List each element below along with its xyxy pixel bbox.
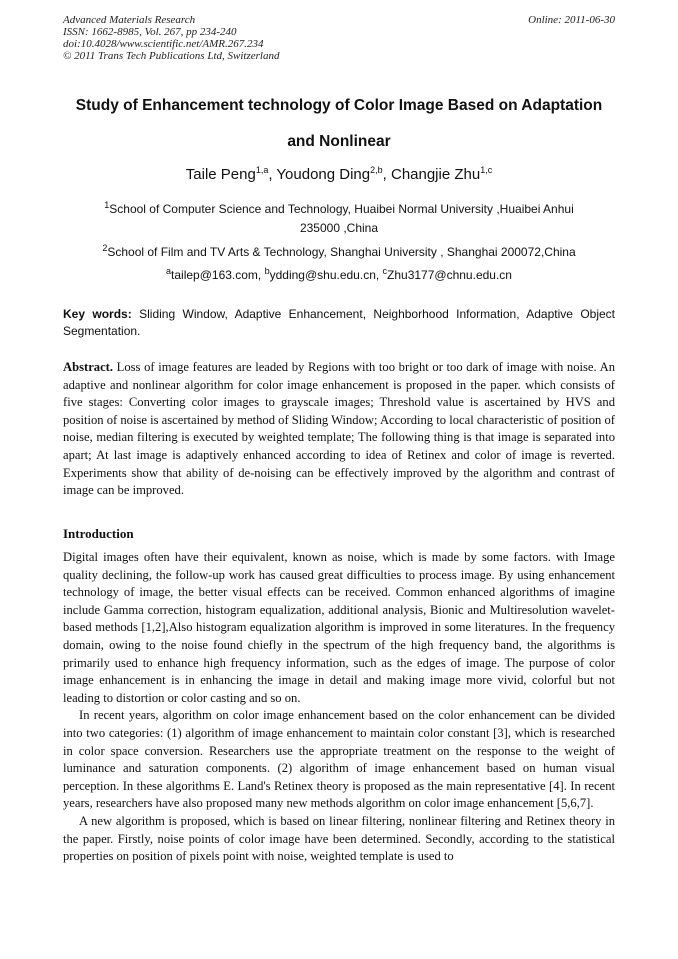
- affiliation-1: [80, 200, 598, 238]
- email-list: [80, 266, 598, 285]
- issn-line: ISSN: 1662-8985, Vol. 267, pp 234-240: [63, 26, 237, 38]
- introduction-body: [63, 549, 615, 866]
- affiliation-text: School of Computer Science and Technology, Huaibei Normal University ,Huaibei Anhui: [109, 202, 574, 216]
- affiliation-2: [80, 243, 598, 262]
- section-heading-introduction: Introduction: [63, 526, 134, 541]
- email-superscript: c: [382, 266, 388, 276]
- author-superscript: 2,b: [370, 165, 383, 175]
- email-address[interactable]: Zhu3177@chnu.edu.cn: [387, 268, 512, 282]
- online-date: Online: 2011-06-30: [528, 14, 615, 26]
- author-name: Youdong Ding: [276, 166, 371, 183]
- abstract: [63, 359, 615, 500]
- email-superscript: b: [264, 266, 270, 276]
- paragraph: In recent years, algorithm on color image enhancement based on the color enhancement can be divided into two categories: (1) algorithm of image enhancement to maintain color constant [3], which is researched in color space conversion. Researchers use the appropriate treatment on the response to the weight of luminance and saturation components. (2) algorithm of image enhancement based on human visual perception. In these algorithms E. Land's Retinex theory is proposed as the main representative [4]. In recent years, researchers have also proposed many new methods algorithm on color image enhancement [5,6,7].: [63, 708, 615, 811]
- email-address[interactable]: ydding@shu.edu.cn,: [269, 268, 383, 282]
- author-superscript: 1,c: [480, 165, 493, 175]
- journal-name: Advanced Materials Research: [63, 14, 196, 26]
- copyright-line: © 2011 Trans Tech Publications Ltd, Switzerland: [63, 50, 280, 62]
- paragraph: A new algorithm is proposed, which is based on linear filtering, nonlinear filtering and Retinex theory in the paper. Firstly, noise points of color image have been determined. Secondly, according to the statistical properties on position of pixels point with noise, weighted template is used to: [63, 813, 615, 864]
- keywords-text: Sliding Window, Adaptive Enhancement, Neighborhood Information, Adaptive Object Segmentation.: [63, 307, 615, 338]
- keywords: [63, 306, 615, 340]
- title-line-2: and Nonlinear: [287, 133, 391, 150]
- paragraph: Digital images often have their equivalent, known as noise, which is made by some factors. with Image quality declining, the follow-up work has caused great difficulties to process image. By using enhancement technology of image, the better visual effects can be received. Common enhanced algorithms of imagine include Gamma correction, histogram equalization, additional analysis, Bionic and Multiresolution wavelet-based methods [1,2],Also histogram equalization algorithm is improved in some literatures. In the frequency domain, owing to the noise found chiefly in the spectrum of the high frequency band, the algorithms is primarily used to enhance high frequency information, such as the edges of image. The purpose of color image enhancement is in enhancing the image in detail and making image more vivid, colorful but not leading to distortion or color casting and so on.: [63, 550, 615, 705]
- affiliation-text: 235000 ,China: [299, 221, 379, 235]
- keywords-label: Key words:: [63, 307, 132, 321]
- author-separator: ,: [268, 166, 277, 183]
- affiliation-superscript: 2: [102, 243, 108, 253]
- affiliation-text: School of Film and TV Arts & Technology, Shanghai University , Shanghai 200072,China: [107, 245, 576, 259]
- email-superscript: a: [166, 266, 172, 276]
- author-name: Taile Peng: [185, 166, 256, 183]
- author-name: Changjie Zhu: [390, 166, 481, 183]
- abstract-text: Loss of image features are leaded by Regions with too bright or too dark of image with noise. An adaptive and nonlinear algorithm for color image enhancement is proposed in the paper. which consists of five stages: Converting color images to grayscale images; Threshold value is ascertained by HVS and position of noise is ascertained by method of Sliding Window; According to local characteristic of position of noise, median filtering is executed by weighted template; The following thing is that image is separated into apart; At last image is adaptively enhanced according to idea of Retinex and color of image is reverted. Experiments show that ability of de-noising can be effectively improved by the algorithm and contrast of image can be improved.: [63, 360, 615, 498]
- paper-title: [40, 88, 638, 160]
- doi-line[interactable]: doi:10.4028/www.scientific.net/AMR.267.234: [63, 38, 264, 50]
- title-line-1: Study of Enhancement technology of Color Image Based on Adaptation: [75, 97, 603, 114]
- author-separator: ,: [382, 166, 391, 183]
- author-superscript: 1,a: [255, 165, 269, 175]
- abstract-label: Abstract.: [63, 360, 114, 374]
- affiliation-superscript: 1: [104, 200, 110, 210]
- journal-header: [63, 14, 463, 62]
- email-address[interactable]: tailep@163.com,: [171, 268, 265, 282]
- author-list: [40, 165, 638, 185]
